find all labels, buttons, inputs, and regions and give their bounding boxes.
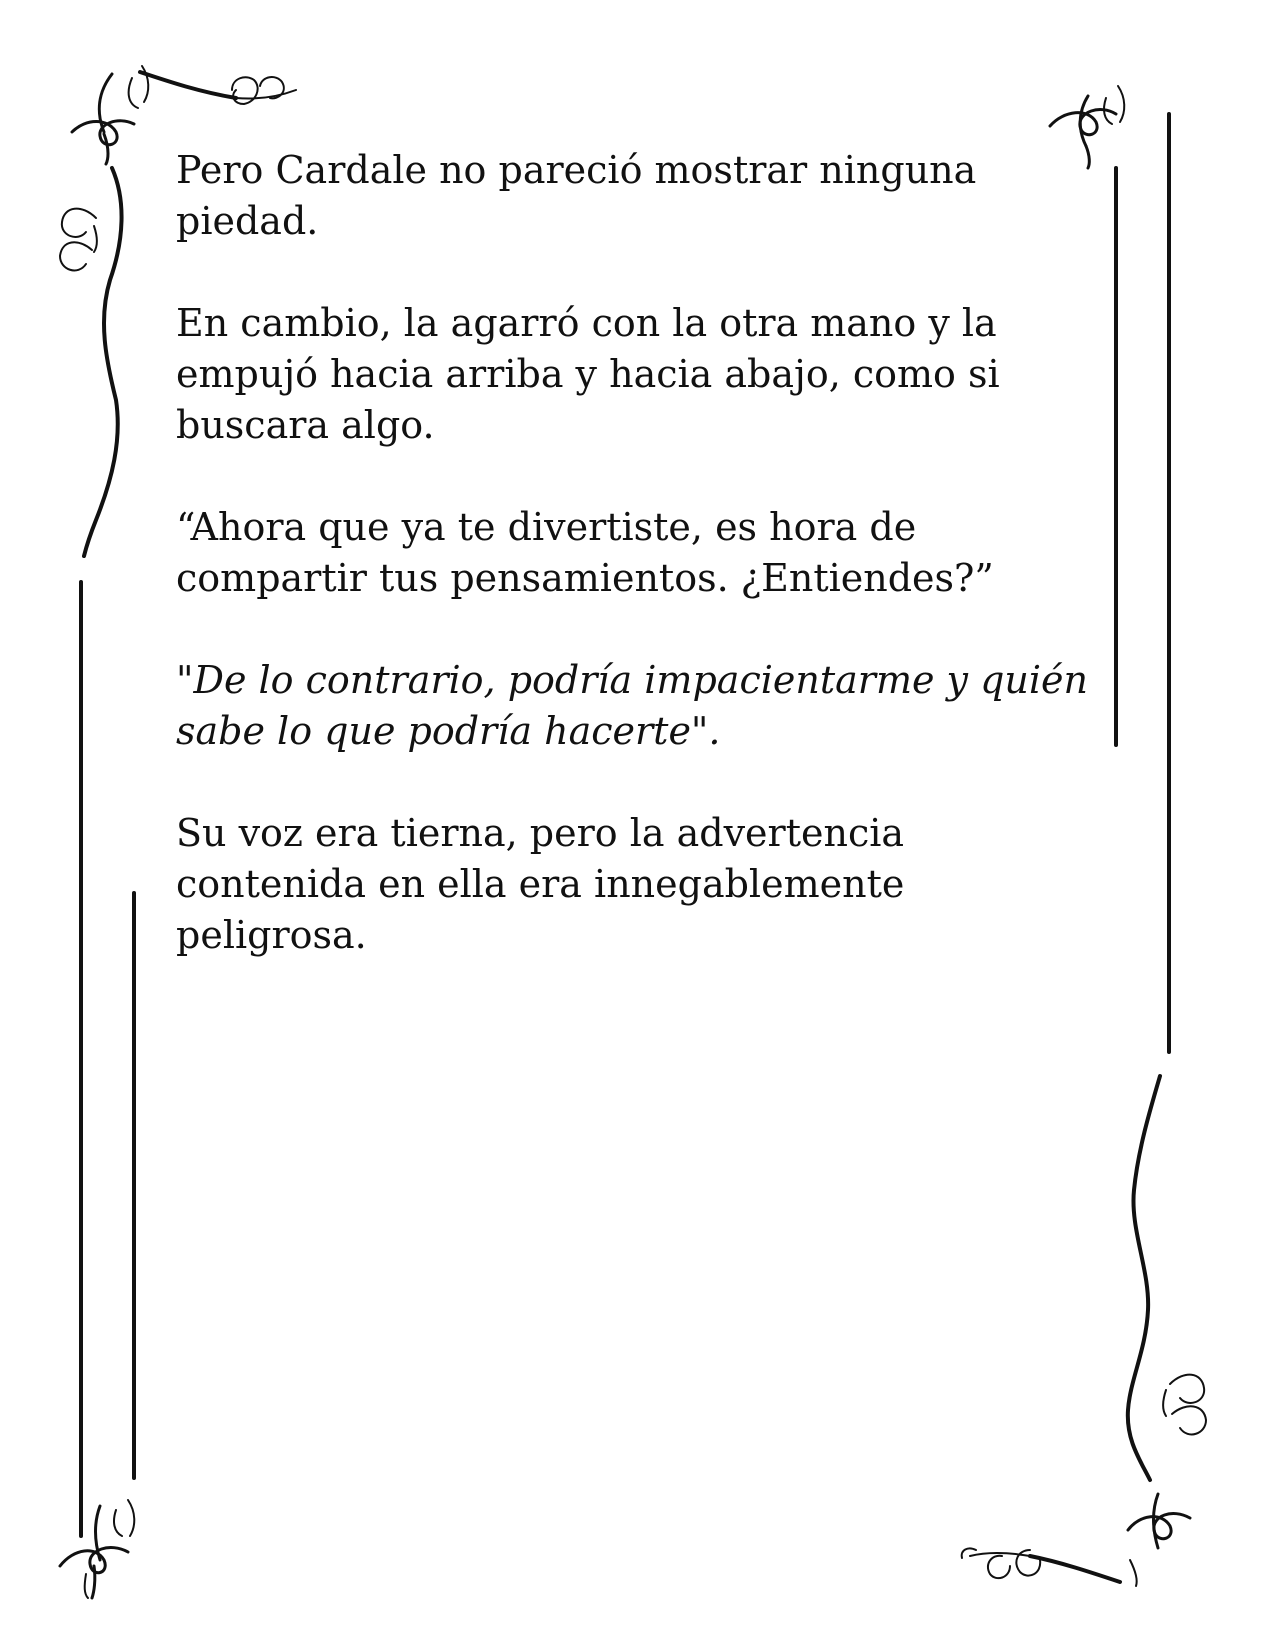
paragraph-4: "De lo contrario, podría impacientarme y quién sabe lo que podría hacerte".: [176, 658, 1088, 753]
paragraph-5: Su voz era tierna, pero la advertencia contenida en ella era innegablemente peligrosa.: [176, 811, 905, 957]
paragraph-1: Pero Cardale no pareció mostrar ninguna piedad.: [176, 148, 977, 243]
paragraph-2: En cambio, la agarró con la otra mano y la empujó hacia arriba y hacia abajo, como si buscara algo.: [176, 301, 1000, 447]
bottom-right-flourish-icon: [962, 1076, 1206, 1586]
paragraph-3: “Ahora que ya te divertiste, es hora de compartir tus pensamientos. ¿Entiendes?”: [176, 505, 994, 600]
bottom-left-flourish-icon: [60, 1500, 134, 1598]
body-text: [176, 145, 1106, 1012]
